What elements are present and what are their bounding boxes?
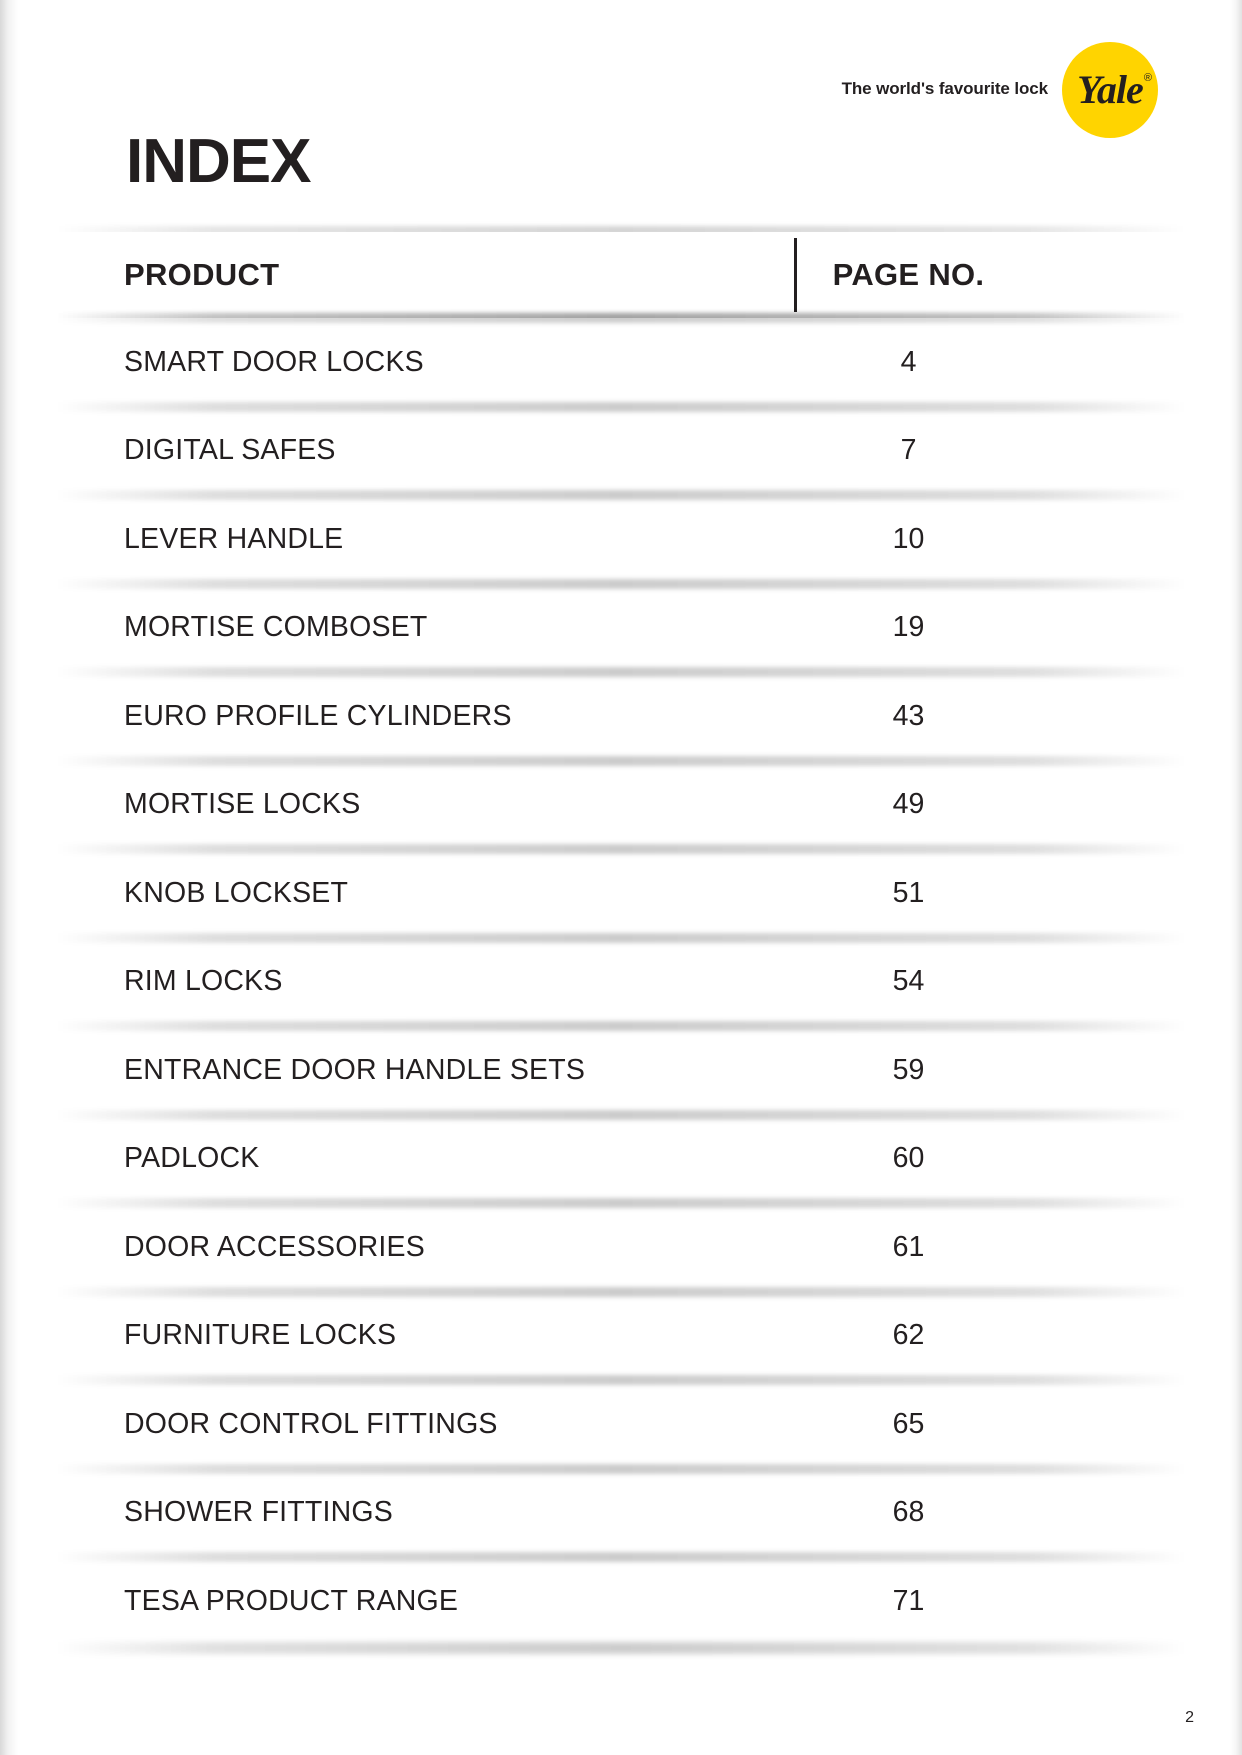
row-page-number: 60 — [892, 1142, 925, 1175]
table-row[interactable] — [56, 1469, 1186, 1558]
page-title: INDEX — [126, 127, 311, 196]
brand-tagline: The world's favourite lock — [841, 79, 1048, 98]
table-row[interactable] — [56, 1380, 1186, 1469]
row-page-number: 43 — [892, 699, 925, 732]
row-product-label: TESA PRODUCT RANGE — [124, 1584, 459, 1617]
row-product-label: DOOR ACCESSORIES — [124, 1230, 425, 1263]
table-row[interactable] — [56, 1557, 1186, 1646]
row-product-label: SHOWER FITTINGS — [124, 1496, 393, 1529]
row-product-label: LEVER HANDLE — [124, 522, 344, 555]
table-row[interactable] — [56, 1203, 1186, 1292]
row-product-label: MORTISE COMBOSET — [124, 611, 428, 644]
column-header-page-no: PAGE NO. — [832, 257, 985, 292]
row-page-number: 65 — [892, 1407, 925, 1440]
table-row[interactable] — [56, 318, 1186, 407]
row-page-number: 68 — [892, 1496, 925, 1529]
registered-trademark-icon: ® — [1143, 72, 1152, 84]
table-row[interactable] — [56, 1292, 1186, 1381]
table-row[interactable] — [56, 407, 1186, 496]
table-row[interactable] — [56, 1115, 1186, 1204]
row-page-number: 61 — [892, 1230, 925, 1263]
row-product-label: KNOB LOCKSET — [124, 876, 349, 909]
table-row[interactable] — [56, 761, 1186, 850]
table-row[interactable] — [56, 495, 1186, 584]
index-table — [56, 232, 1186, 1646]
yale-logo-icon — [1062, 42, 1158, 138]
row-page-number: 10 — [892, 522, 925, 555]
table-row[interactable] — [56, 849, 1186, 938]
logo-wordmark: Yale — [1077, 66, 1143, 112]
row-page-number: 71 — [892, 1584, 925, 1617]
row-product-label: ENTRANCE DOOR HANDLE SETS — [124, 1053, 586, 1086]
row-product-label: DOOR CONTROL FITTINGS — [124, 1407, 498, 1440]
row-page-number: 51 — [892, 876, 925, 909]
row-product-label: RIM LOCKS — [124, 965, 283, 998]
folio-page-number: 2 — [1185, 1709, 1194, 1726]
brand-lockup — [842, 42, 1158, 138]
row-product-label: PADLOCK — [124, 1142, 260, 1175]
row-product-label: EURO PROFILE CYLINDERS — [124, 699, 512, 732]
table-bottom-rule — [56, 1642, 1186, 1654]
row-product-label: SMART DOOR LOCKS — [124, 345, 424, 378]
header-column-divider — [794, 238, 797, 312]
row-product-label: MORTISE LOCKS — [124, 788, 361, 821]
row-page-number: 54 — [892, 965, 925, 998]
column-header-product: PRODUCT — [124, 257, 280, 292]
row-page-number: 49 — [892, 788, 925, 821]
row-product-label: FURNITURE LOCKS — [124, 1319, 397, 1352]
row-page-number: 59 — [892, 1053, 925, 1086]
table-row[interactable] — [56, 1026, 1186, 1115]
table-row[interactable] — [56, 584, 1186, 673]
row-page-number: 7 — [900, 434, 917, 467]
row-product-label: DIGITAL SAFES — [124, 434, 336, 467]
table-row[interactable] — [56, 938, 1186, 1027]
row-page-number: 19 — [892, 611, 925, 644]
table-header-row — [56, 232, 1186, 318]
table-row[interactable] — [56, 672, 1186, 761]
row-page-number: 62 — [892, 1319, 925, 1352]
row-page-number: 4 — [900, 345, 917, 378]
